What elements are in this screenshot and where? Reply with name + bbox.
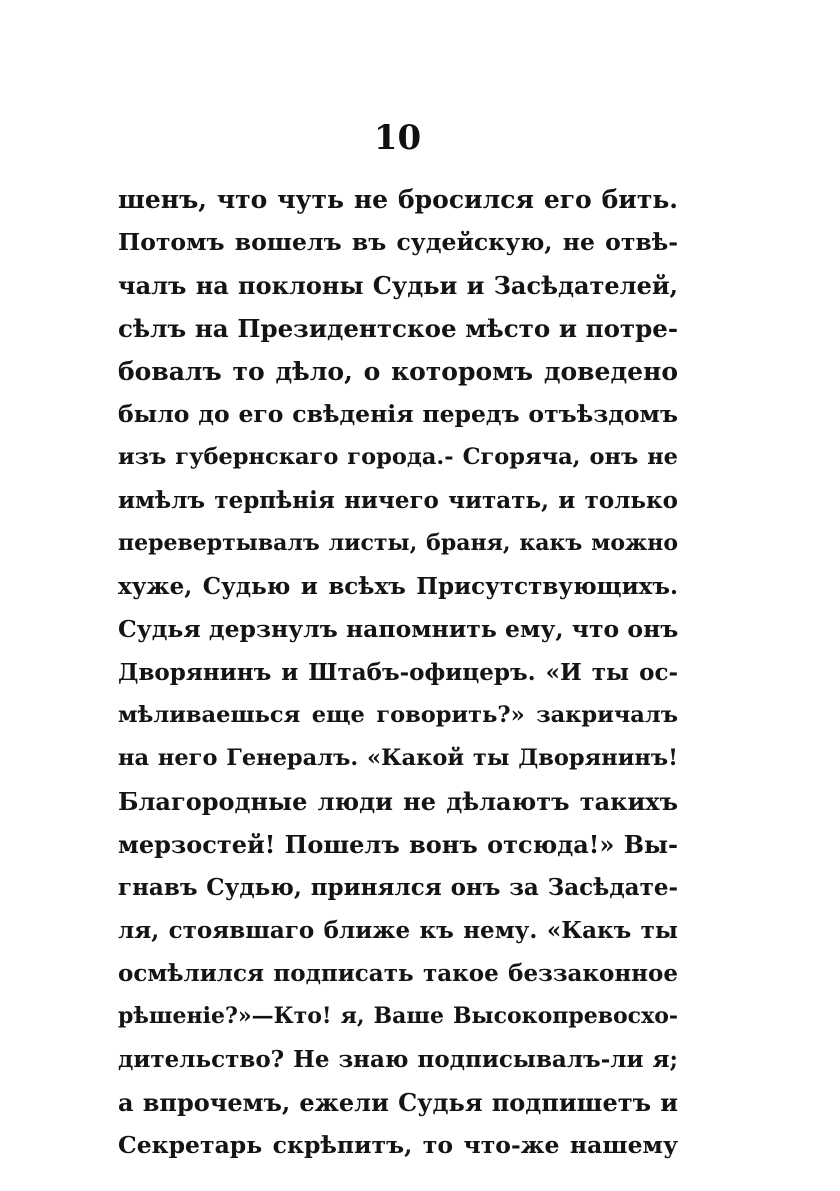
text-line: мѣливаешься еще говорить?» закричалъ xyxy=(118,702,678,728)
text-line: чалъ на поклоны Судьи и Засѣдателей, xyxy=(118,271,678,300)
text-line: имѣлъ терпѣнія ничего читать, и только xyxy=(118,487,678,514)
text-line: Секретарь скрѣпитъ, то что-же нашему xyxy=(118,1131,678,1159)
text-line: на него Генералъ. «Какой ты Дворянинъ! xyxy=(118,745,678,771)
text-line: рѣшеніе?»—Кто! я, Ваше Высокопревосхо- xyxy=(118,1003,678,1029)
text-line: перевертывалъ листы, браня, какъ можно xyxy=(118,530,678,556)
text-line: осмѣлился подписать такое беззаконное xyxy=(118,960,678,987)
page-number: 10 xyxy=(373,118,422,158)
text-line: шенъ, что чуть не бросился его бить. xyxy=(118,185,678,214)
text-line: ля, стоявшаго ближе къ нему. «Какъ ты xyxy=(118,917,678,944)
text-line: бовалъ то дѣло, о которомъ доведено xyxy=(118,357,678,386)
text-line: Судья дерзнулъ напомнить ему, что онъ xyxy=(118,615,679,643)
text-line: мерзостей! Пошелъ вонъ отсюда!» Вы- xyxy=(118,830,678,859)
body-text xyxy=(118,178,678,1167)
text-line: Потомъ вошелъ въ судейскую, не отвѣ- xyxy=(118,228,678,256)
text-line: Благородные люди не дѣлаютъ такихъ xyxy=(118,787,678,816)
text-line: было до его свѣденія передъ отъѣздомъ xyxy=(118,400,678,428)
text-line: гнавъ Судью, принялся онъ за Засѣдате- xyxy=(118,874,678,901)
text-line: а впрочемъ, ежели Судья подпишетъ и xyxy=(118,1088,678,1117)
text-line: дительство? Не знаю подписывалъ-ли я; xyxy=(118,1046,678,1073)
text-line: хуже, Судью и всѣхъ Присутствующихъ. xyxy=(118,573,678,600)
text-line: сѣлъ на Президентское мѣсто и потре- xyxy=(118,314,678,343)
text-line: изъ губернскаго города.- Сгоряча, онъ не xyxy=(118,444,678,470)
text-line: Дворянинъ и Штабъ-офицеръ. «И ты ос- xyxy=(118,659,678,686)
